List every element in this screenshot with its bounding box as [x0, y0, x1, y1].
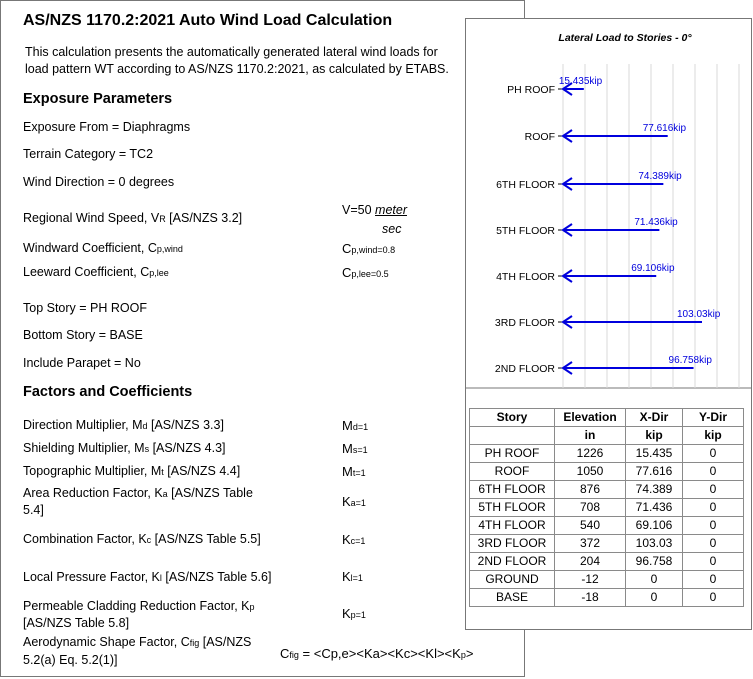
cell-elevation: 708	[555, 499, 626, 517]
cell-x-dir: 15.435	[626, 445, 683, 463]
intro-line-1: This calculation presents the automatically generated lateral wind loads for	[25, 45, 438, 59]
lateral-load-chart	[466, 19, 751, 389]
cell-elevation: 1226	[555, 445, 626, 463]
cell-x-dir: 77.616	[626, 463, 683, 481]
table-row	[470, 445, 744, 463]
table-row	[470, 589, 744, 607]
windward-value: Cp,wind=0.8	[342, 241, 396, 256]
leeward-value: Cp,lee=0.5	[342, 265, 389, 280]
windward-label: Windward Coefficient, Cp,wind	[23, 241, 183, 255]
column-header-story: Story	[470, 409, 555, 427]
regional-speed-unit-denominator: sec	[382, 222, 402, 236]
factors-heading: Factors and Coefficients	[23, 384, 193, 400]
cell-story: 4TH FLOOR	[470, 517, 555, 535]
table-row	[470, 535, 744, 553]
cell-x-dir: 0	[626, 589, 683, 607]
load-value-label: 15.435kip	[558, 76, 603, 87]
cell-story: ROOF	[470, 463, 555, 481]
cell-story: 5TH FLOOR	[470, 499, 555, 517]
load-value-label: 77.616kip	[642, 123, 687, 134]
cell-story: PH ROOF	[470, 445, 555, 463]
table-row	[470, 571, 744, 589]
table-row	[470, 463, 744, 481]
story-label: ROOF	[524, 131, 555, 143]
table-units-row	[470, 427, 744, 445]
load-value-label: 69.106kip	[631, 263, 675, 274]
topographic-multiplier-label: Topographic Multiplier, Mt [AS/NZS 4.4]	[23, 464, 241, 478]
story-label: PH ROOF	[507, 84, 555, 96]
lateral-load-panel	[465, 18, 752, 630]
include-parapet: Include Parapet = No	[23, 356, 141, 370]
permeable-cladding-value: Kp=1	[342, 606, 366, 621]
load-value-label: 71.436kip	[634, 217, 678, 228]
wind-direction: Wind Direction = 0 degrees	[23, 175, 175, 189]
exposure-from: Exposure From = Diaphragms	[23, 120, 191, 134]
cell-elevation: 1050	[555, 463, 626, 481]
cell-y-dir: 0	[683, 535, 744, 553]
cell-y-dir: 0	[683, 589, 744, 607]
direction-multiplier-label: Direction Multiplier, Md [AS/NZS 3.3]	[23, 418, 224, 432]
permeable-cladding-ref: [AS/NZS Table 5.8]	[23, 616, 130, 630]
unit-y-dir: kip	[683, 427, 744, 445]
cell-elevation: 876	[555, 481, 626, 499]
cell-x-dir: 74.389	[626, 481, 683, 499]
intro-line-2: load pattern WT according to AS/NZS 1170.2:2021, as calculated by ETABS.	[25, 62, 449, 76]
local-pressure-value: Kl=1	[342, 569, 363, 584]
cell-y-dir: 0	[683, 463, 744, 481]
leeward-label: Leeward Coefficient, Cp,lee	[23, 265, 169, 279]
cell-x-dir: 103.03	[626, 535, 683, 553]
cell-x-dir: 71.436	[626, 499, 683, 517]
exposure-heading: Exposure Parameters	[23, 91, 173, 107]
cell-y-dir: 0	[683, 517, 744, 535]
cell-x-dir: 0	[626, 571, 683, 589]
cell-story: 2ND FLOOR	[470, 553, 555, 571]
cell-y-dir: 0	[683, 553, 744, 571]
shielding-multiplier-value: Ms=1	[342, 441, 368, 456]
regional-speed-label: Regional Wind Speed, VR [AS/NZS 3.2]	[23, 211, 243, 225]
combination-factor-label: Combination Factor, Kc [AS/NZS Table 5.5]	[23, 532, 261, 546]
top-story: Top Story = PH ROOF	[23, 301, 147, 315]
column-header-y-dir: Y-Dir	[683, 409, 744, 427]
story-load-table	[469, 408, 744, 607]
document-title: AS/NZS 1170.2:2021 Auto Wind Load Calculation	[23, 12, 393, 29]
cell-elevation: 540	[555, 517, 626, 535]
shielding-multiplier-label: Shielding Multiplier, Ms [AS/NZS 4.3]	[23, 441, 226, 455]
cell-story: BASE	[470, 589, 555, 607]
load-value-label: 96.758kip	[668, 355, 712, 366]
cell-y-dir: 0	[683, 571, 744, 589]
topographic-multiplier-value: Mt=1	[342, 464, 366, 479]
load-value-label: 103.03kip	[677, 309, 721, 320]
story-label: 5TH FLOOR	[496, 225, 555, 237]
regional-speed-value: V=50 meter	[342, 203, 407, 217]
cell-elevation: -12	[555, 571, 626, 589]
column-header-elevation: Elevation	[555, 409, 626, 427]
cell-story: GROUND	[470, 571, 555, 589]
cell-x-dir: 96.758	[626, 553, 683, 571]
cell-elevation: 372	[555, 535, 626, 553]
cell-x-dir: 69.106	[626, 517, 683, 535]
story-label: 2ND FLOOR	[494, 363, 555, 375]
area-reduction-label: Area Reduction Factor, Ka [AS/NZS Table	[23, 486, 253, 500]
cell-y-dir: 0	[683, 481, 744, 499]
area-reduction-ref-line2: 5.4]	[23, 503, 44, 517]
story-label: 3RD FLOOR	[494, 317, 555, 329]
terrain-category: Terrain Category = TC2	[23, 147, 154, 161]
local-pressure-label: Local Pressure Factor, Kl [AS/NZS Table 5.6]	[23, 570, 272, 584]
bottom-story: Bottom Story = BASE	[23, 328, 143, 342]
unit-elevation: in	[555, 427, 626, 445]
cell-elevation: -18	[555, 589, 626, 607]
table-header-row	[470, 409, 744, 427]
chart-title: Lateral Load to Stories - 0°	[558, 32, 692, 44]
table-row	[470, 499, 744, 517]
combination-factor-value: Kc=1	[342, 532, 366, 547]
cell-story: 3RD FLOOR	[470, 535, 555, 553]
aerodynamic-shape-formula: Cfig = <Cp,e><Ka><Kc><Kl><Kp>	[280, 646, 474, 661]
load-value-label: 74.389kip	[638, 171, 682, 182]
cell-y-dir: 0	[683, 445, 744, 463]
unit-story	[470, 427, 555, 445]
cell-y-dir: 0	[683, 499, 744, 517]
cell-elevation: 204	[555, 553, 626, 571]
aerodynamic-shape-label: Aerodynamic Shape Factor, Cfig [AS/NZS	[23, 635, 252, 649]
direction-multiplier-value: Md=1	[342, 418, 369, 433]
story-label: 6TH FLOOR	[496, 179, 555, 191]
story-label: 4TH FLOOR	[496, 271, 555, 283]
area-reduction-value: Ka=1	[342, 494, 366, 509]
table-row	[470, 481, 744, 499]
table-row	[470, 553, 744, 571]
unit-x-dir: kip	[626, 427, 683, 445]
column-header-x-dir: X-Dir	[626, 409, 683, 427]
aerodynamic-shape-ref-line2: 5.2(a) Eq. 5.2(1)]	[23, 653, 118, 667]
permeable-cladding-label: Permeable Cladding Reduction Factor, Kp	[23, 599, 255, 613]
table-row	[470, 517, 744, 535]
cell-story: 6TH FLOOR	[470, 481, 555, 499]
